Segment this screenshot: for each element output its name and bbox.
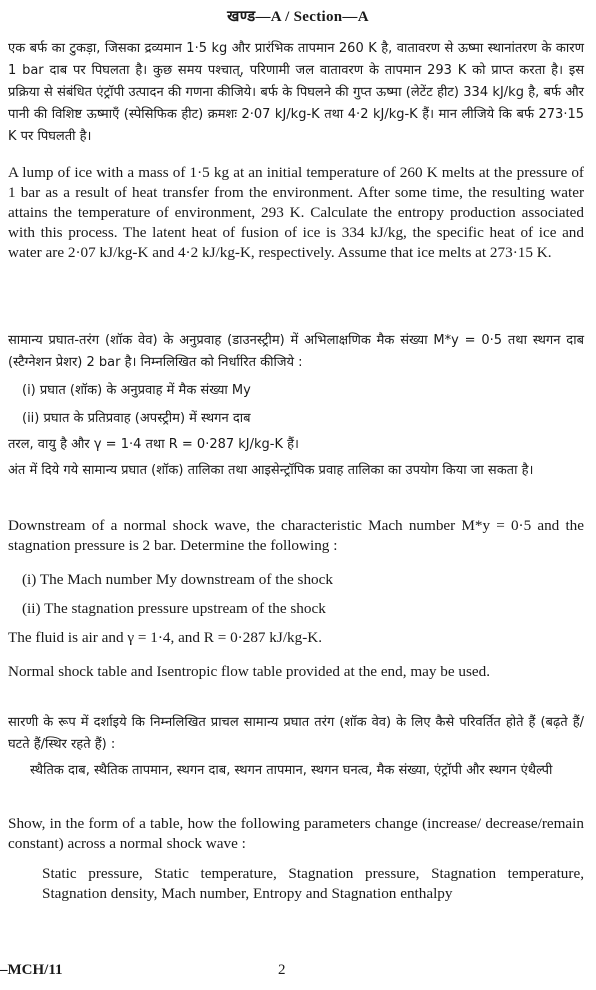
page-number: 2 (278, 962, 286, 978)
table-hindi-intro: सारणी के रूप में दर्शाइये कि निम्नलिखित प्राचल सामान्य प्रघात तरंग (शॉक वेव) के लिए कैसे परिवर्तित होते हैं (बढ़ते हैं/घटते हैं/स्थिर रहते हैं) : (8, 715, 584, 752)
table-hindi-params: स्थैतिक दाब, स्थैतिक तापमान, स्थगन दाब, स्थगन तापमान, स्थगन घनत्व, मैक संख्या, एंट्रॉपी और स्थगन एंथैल्पी (30, 763, 553, 778)
question-table-english (8, 814, 584, 904)
shock-english-item-1: (i) The Mach number My downstream of the shock (22, 571, 333, 588)
shock-english-tables: Normal shock table and Isentropic flow table provided at the end, may be used. (8, 663, 491, 680)
question-shock-hindi (8, 330, 584, 482)
section-header: खण्ड—A / Section—A (227, 9, 369, 25)
shock-english-item-2: (ii) The stagnation pressure upstream of the shock (22, 600, 326, 617)
question-ice-hindi-text: एक बर्फ का टुकड़ा, जिसका द्रव्यमान 1·5 kg और प्रारंभिक तापमान 260 K है, वातावरण से ऊष्मा स्थानांतरण के कारण 1 bar दाब पर पिघलता है। कुछ समय पश्चात्, परिणामी जल वातावरण के तापमान 293 K को प्राप्त करता है। इस प्रक्रिया से संबंधित एंट्रॉपी उत्पादन की गणना कीजिये। बर्फ के पिघलने की गुप्त ऊष्मा (लेटेंट हीट) 334 kJ/kg है, बर्फ और पानी की विशिष्ट ऊष्माएँ (स्पेसिफिक हीट) क्रमशः 2·07 kJ/kg-K तथा 4·2 kJ/kg-K हैं। मान लीजिये कि बर्फ 273·15 K पर पिघलती है। (8, 41, 584, 144)
table-english-params: Static pressure, Static temperature, Stagnation pressure, Stagnation temperature, Stagnation density, Mach number, Entropy and Stagnation enthalpy (42, 865, 584, 902)
question-ice-english-text: A lump of ice with a mass of 1·5 kg at an initial temperature of 260 K melts at the pressure of 1 bar as a result of heat transfer from the environment. After some time, the resulting water attains the temperature of environment, 293 K. Calculate the entropy production associated with this process. The latent heat of fusion of ice is 334 kJ/kg, the specific heat of ice and water are 2·07 kJ/kg-K and 4·2 kJ/kg-K, respectively. Assume that ice melts at 273·15 K. (8, 164, 584, 261)
shock-hindi-tables: अंत में दिये गये सामान्य प्रघात (शॉक) तालिका तथा आइसेन्ट्रॉपिक प्रवाह तालिका का उपयोग किया जा सकता है। (8, 463, 534, 478)
shock-english-fluid: The fluid is air and γ = 1·4, and R = 0·287 kJ/kg-K. (8, 629, 323, 646)
shock-hindi-fluid: तरल, वायु है और γ = 1·4 तथा R = 0·287 kJ/kg-K हैं। (8, 437, 299, 452)
shock-hindi-intro: सामान्य प्रघात-तरंग (शॉक वेव) के अनुप्रवाह (डाउनस्ट्रीम) में अभिलाक्षणिक मैक संख्या M*y = 0·5 तथा स्थगन दाब (स्टैग्नेशन प्रेशर) 2 bar है। निम्नलिखित को निर्धारित कीजिये : (8, 333, 584, 370)
question-ice-english (8, 163, 584, 263)
question-ice-hindi (8, 38, 584, 148)
shock-english-intro: Downstream of a normal shock wave, the characteristic Mach number M*y = 0·5 and the stagnation pressure is 2 bar. Determine the following : (8, 517, 584, 554)
question-table-hindi (8, 712, 584, 782)
shock-hindi-item-1: (i) प्रघात (शॉक) के अनुप्रवाह में मैक संख्या My (22, 383, 251, 398)
table-english-intro: Show, in the form of a table, how the following parameters change (increase/ decrease/remain constant) across a normal shock wave : (8, 815, 584, 852)
shock-hindi-item-2: (ii) प्रघात के प्रतिप्रवाह (अपस्ट्रीम) में स्थगन दाब (22, 411, 251, 426)
question-shock-english (8, 516, 584, 682)
paper-code: –MCH/11 (0, 962, 63, 978)
